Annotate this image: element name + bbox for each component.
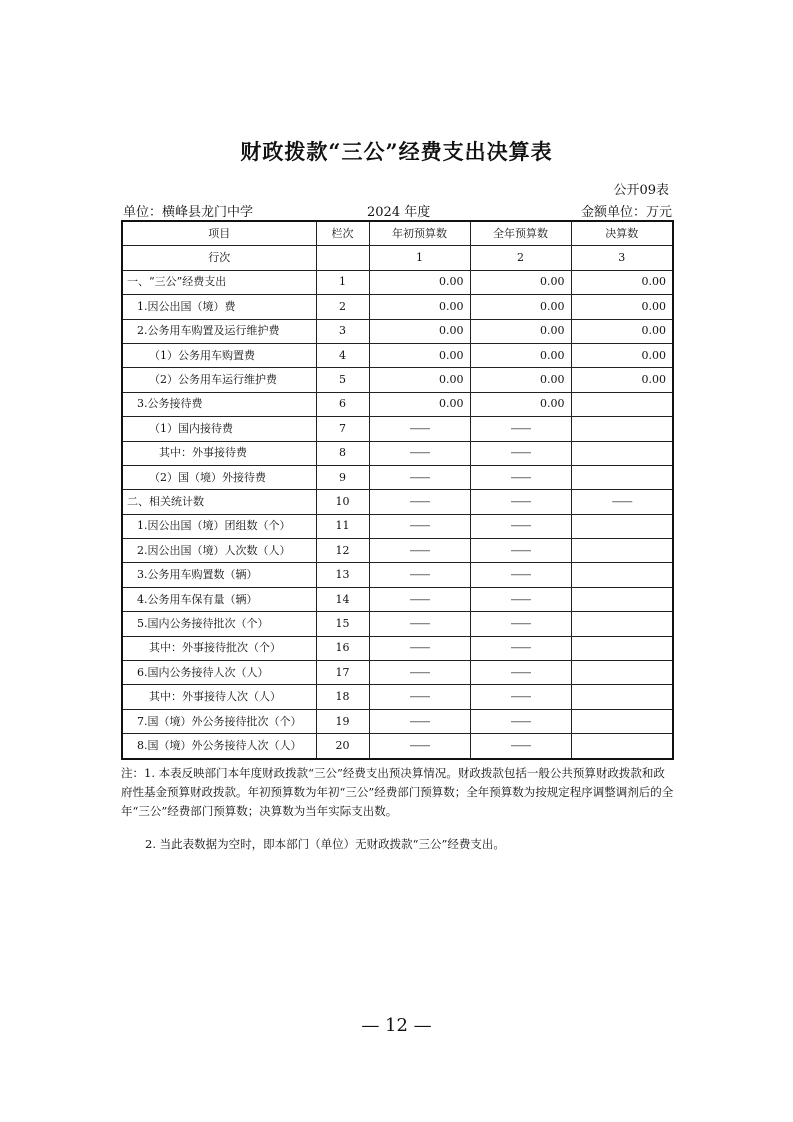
table-row (122, 539, 673, 563)
table-id: 公开09表 (613, 183, 669, 198)
row-initial-budget: —— (369, 514, 470, 538)
table-row (122, 709, 673, 733)
table-row (122, 685, 673, 709)
row-line-no: 19 (316, 709, 369, 733)
row-full-year-budget: —— (470, 587, 571, 611)
table-row (122, 563, 673, 587)
row-full-year-budget: —— (470, 709, 571, 733)
row-final-accounts: 0.00 (571, 368, 673, 392)
table-row (122, 612, 673, 636)
row-item: 5.国内公务接待批次（个） (122, 612, 316, 636)
row-final-accounts (571, 587, 673, 611)
row-line-no: 12 (316, 539, 369, 563)
table-row (122, 490, 673, 514)
row-line-no: 4 (316, 343, 369, 367)
table-row (122, 417, 673, 441)
row-line-no: 1 (316, 270, 369, 294)
row-final-accounts: 0.00 (571, 270, 673, 294)
table-row (122, 270, 673, 294)
row-initial-budget: 0.00 (369, 368, 470, 392)
row-final-accounts (571, 661, 673, 685)
row-line-no: 8 (316, 441, 369, 465)
row-item: 1.因公出国（境）团组数（个） (122, 514, 316, 538)
row-initial-budget: 0.00 (369, 270, 470, 294)
row-final-accounts (571, 465, 673, 489)
table-row (122, 636, 673, 660)
table-row (122, 514, 673, 538)
row-line-no: 11 (316, 514, 369, 538)
row-full-year-budget: —— (470, 734, 571, 759)
row-index-label: 行次 (122, 246, 316, 270)
row-initial-budget: —— (369, 587, 470, 611)
row-full-year-budget: —— (470, 417, 571, 441)
row-final-accounts (571, 685, 673, 709)
row-item: （2）公务用车运行维护费 (122, 368, 316, 392)
row-line-no: 17 (316, 661, 369, 685)
row-final-accounts (571, 709, 673, 733)
row-full-year-budget: —— (470, 490, 571, 514)
row-full-year-budget: —— (470, 685, 571, 709)
notes (121, 764, 674, 854)
row-item: 1.因公出国（境）费 (122, 295, 316, 319)
table-row (122, 392, 673, 416)
table-row (122, 295, 673, 319)
row-full-year-budget: 0.00 (470, 319, 571, 343)
row-item: （2）国（境）外接待费 (122, 465, 316, 489)
row-initial-budget: —— (369, 709, 470, 733)
row-full-year-budget: —— (470, 514, 571, 538)
row-initial-budget: 0.00 (369, 343, 470, 367)
row-item: 8.国（境）外公务接待人次（人） (122, 734, 316, 759)
row-initial-budget: 0.00 (369, 319, 470, 343)
row-line-no: 13 (316, 563, 369, 587)
row-initial-budget: —— (369, 636, 470, 660)
document-title: 财政拨款“三公”经费支出决算表 (240, 139, 553, 164)
table-header-row (122, 221, 673, 246)
table-row (122, 734, 673, 759)
table-row (122, 441, 673, 465)
row-line-no: 6 (316, 392, 369, 416)
fiscal-year: 2024 年度 (367, 205, 431, 220)
row-final-accounts: 0.00 (571, 343, 673, 367)
row-initial-budget: —— (369, 685, 470, 709)
row-index-col1: 1 (369, 246, 470, 270)
three-public-expenses-table (121, 220, 674, 760)
row-line-no: 10 (316, 490, 369, 514)
row-line-no: 9 (316, 465, 369, 489)
row-final-accounts: 0.00 (571, 319, 673, 343)
table-row (122, 661, 673, 685)
row-full-year-budget: 0.00 (470, 392, 571, 416)
row-item: 3.公务接待费 (122, 392, 316, 416)
row-initial-budget: —— (369, 417, 470, 441)
reporting-unit: 单位：横峰县龙门中学 (123, 205, 254, 220)
row-initial-budget: —— (369, 441, 470, 465)
row-item: 3.公务用车购置数（辆） (122, 563, 316, 587)
row-final-accounts: 0.00 (571, 295, 673, 319)
row-item: 其中：外事接待费 (122, 441, 316, 465)
table-row (122, 343, 673, 367)
row-index-blank (316, 246, 369, 270)
row-initial-budget: —— (369, 539, 470, 563)
row-item: 2.公务用车购置及运行维护费 (122, 319, 316, 343)
header-item: 项目 (122, 221, 316, 246)
row-final-accounts (571, 734, 673, 759)
row-final-accounts (571, 514, 673, 538)
row-index-col3: 3 (571, 246, 673, 270)
row-initial-budget: —— (369, 490, 470, 514)
row-initial-budget: 0.00 (369, 295, 470, 319)
table-row (122, 368, 673, 392)
row-full-year-budget: —— (470, 539, 571, 563)
row-index-row (122, 246, 673, 270)
table-row (122, 465, 673, 489)
row-final-accounts (571, 563, 673, 587)
row-final-accounts (571, 612, 673, 636)
row-initial-budget: —— (369, 734, 470, 759)
row-item: （1）国内接待费 (122, 417, 316, 441)
note-2: 2. 当此表数据为空时，即本部门（单位）无财政拨款“三公”经费支出。 (145, 837, 505, 851)
row-item: （1）公务用车购置费 (122, 343, 316, 367)
row-line-no: 14 (316, 587, 369, 611)
row-full-year-budget: —— (470, 441, 571, 465)
row-final-accounts (571, 539, 673, 563)
row-initial-budget: 0.00 (369, 392, 470, 416)
row-final-accounts (571, 636, 673, 660)
header-final-accounts: 决算数 (571, 221, 673, 246)
row-initial-budget: —— (369, 563, 470, 587)
row-initial-budget: —— (369, 612, 470, 636)
row-initial-budget: —— (369, 465, 470, 489)
table-row (122, 319, 673, 343)
row-line-no: 15 (316, 612, 369, 636)
row-line-no: 18 (316, 685, 369, 709)
row-line-no: 2 (316, 295, 369, 319)
row-full-year-budget: —— (470, 563, 571, 587)
row-item: 其中：外事接待批次（个） (122, 636, 316, 660)
row-final-accounts (571, 417, 673, 441)
row-item: 其中：外事接待人次（人） (122, 685, 316, 709)
row-line-no: 16 (316, 636, 369, 660)
header-line-no: 栏次 (316, 221, 369, 246)
row-initial-budget: —— (369, 661, 470, 685)
row-full-year-budget: —— (470, 636, 571, 660)
note-1: 注：1. 本表反映部门本年度财政拨款“三公”经费支出预决算情况。财政拨款包括一般公共预算财政拨款和政府性基金预算财政拨款。年初预算数为年初“三公”经费部门预算数；全年预算数为按规定程序调整调剂后的全年“三公”经费部门预算数；决算数为当年实际支出数。 (121, 766, 674, 818)
row-item: 一、“三公”经费支出 (122, 270, 316, 294)
row-full-year-budget: —— (470, 661, 571, 685)
row-full-year-budget: 0.00 (470, 343, 571, 367)
table-row (122, 587, 673, 611)
money-unit: 金额单位：万元 (580, 205, 672, 220)
header-initial-budget: 年初预算数 (369, 221, 470, 246)
row-full-year-budget: 0.00 (470, 295, 571, 319)
row-line-no: 5 (316, 368, 369, 392)
row-full-year-budget: —— (470, 465, 571, 489)
meta-row (123, 201, 672, 220)
row-full-year-budget: 0.00 (470, 368, 571, 392)
page-number: — 12 — (361, 1015, 432, 1036)
row-full-year-budget: 0.00 (470, 270, 571, 294)
row-line-no: 3 (316, 319, 369, 343)
row-item: 2.因公出国（境）人次数（人） (122, 539, 316, 563)
row-item: 6.国内公务接待人次（人） (122, 661, 316, 685)
row-final-accounts: —— (571, 490, 673, 514)
row-final-accounts (571, 392, 673, 416)
row-index-col2: 2 (470, 246, 571, 270)
row-line-no: 7 (316, 417, 369, 441)
row-item: 二、相关统计数 (122, 490, 316, 514)
row-item: 7.国（境）外公务接待批次（个） (122, 709, 316, 733)
row-line-no: 20 (316, 734, 369, 759)
header-full-year-budget: 全年预算数 (470, 221, 571, 246)
row-full-year-budget: —— (470, 612, 571, 636)
row-item: 4.公务用车保有量（辆） (122, 587, 316, 611)
row-final-accounts (571, 441, 673, 465)
